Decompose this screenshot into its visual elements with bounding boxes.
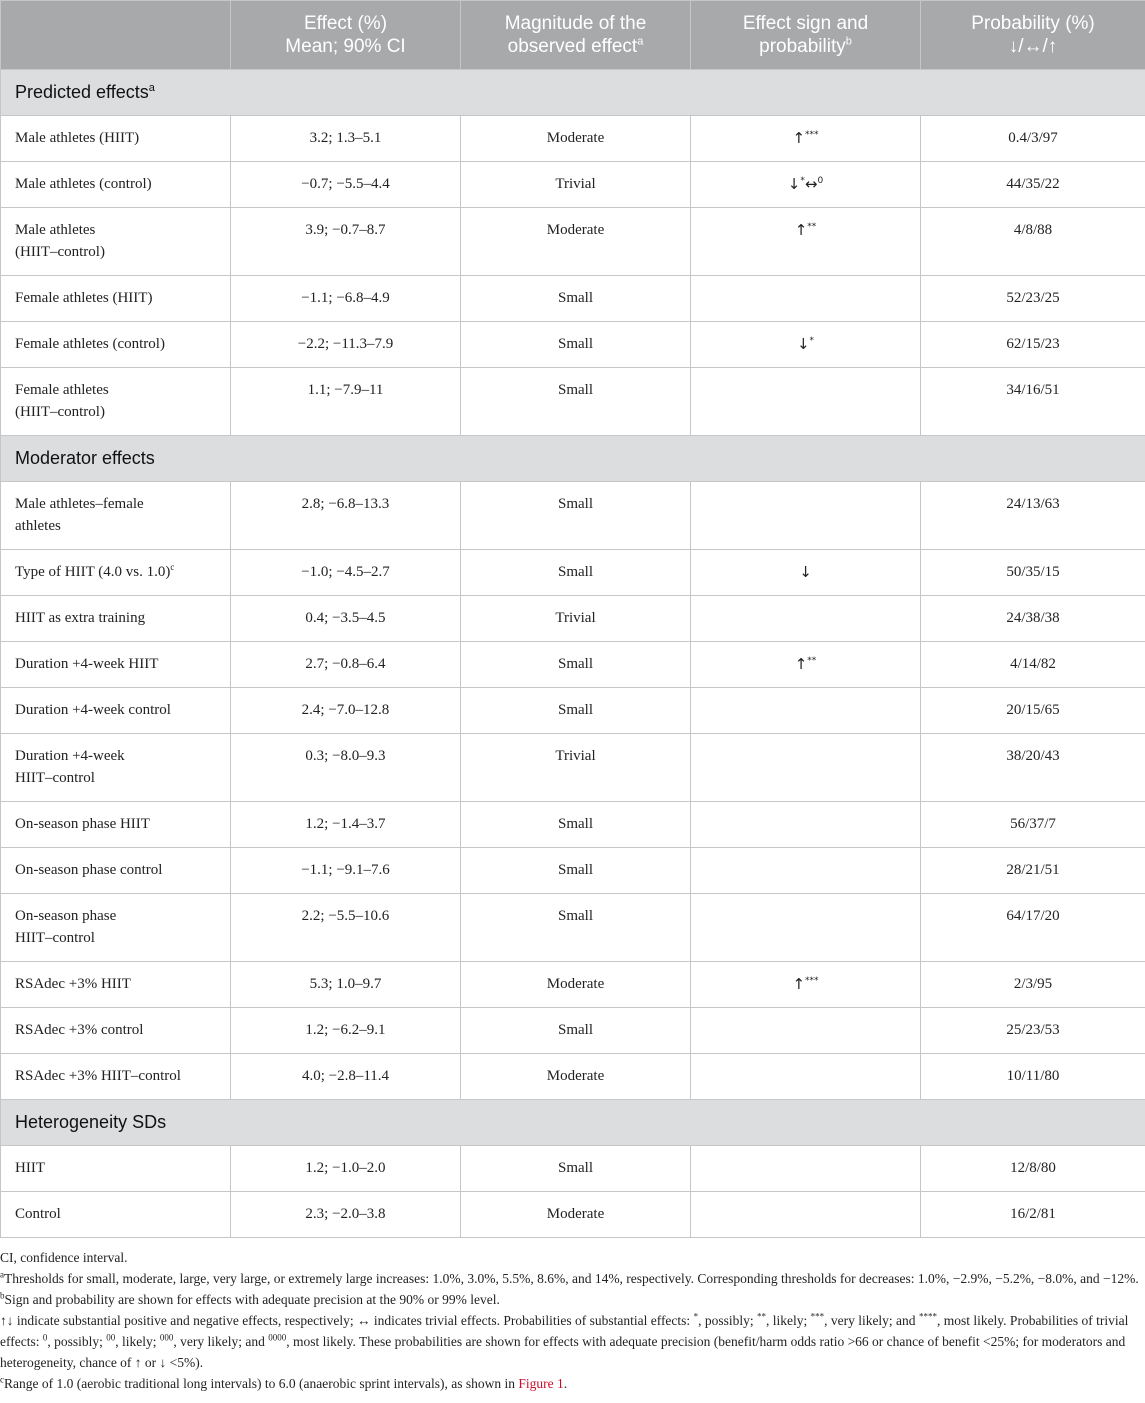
- row-label: RSAdec +3% control: [1, 1008, 231, 1054]
- table-row: [1, 642, 1145, 688]
- footnote-b-text: Sign and probability are shown for effects with adequate precision at the 90% or 99% level.: [4, 1292, 500, 1307]
- effect-value: −0.7; −5.5–4.4: [231, 162, 461, 208]
- probability-value: 24/38/38: [921, 596, 1145, 642]
- row-label: Male athletes (HIIT): [1, 116, 231, 162]
- effect-sign: [691, 482, 921, 550]
- effect-sign: [691, 276, 921, 322]
- table-row: [1, 1008, 1145, 1054]
- section-title: Moderator effects: [1, 436, 1145, 482]
- effect-sign: [691, 962, 921, 1008]
- magnitude-value: Small: [461, 1008, 691, 1054]
- table-row: [1, 322, 1145, 368]
- footnote-a-mark: a: [0, 1269, 4, 1280]
- effect-arrow-icon: ↑: [794, 221, 808, 239]
- table-row: [1, 368, 1145, 436]
- footnote-c-mark: c: [0, 1374, 4, 1385]
- probability-value: 4/14/82: [921, 642, 1145, 688]
- table-row: [1, 208, 1145, 276]
- effect-arrow-icon: ↓: [787, 175, 801, 193]
- row-label: On-season phase HIIT: [1, 802, 231, 848]
- table-row: [1, 962, 1145, 1008]
- table-row: [1, 802, 1145, 848]
- magnitude-value: Trivial: [461, 162, 691, 208]
- magnitude-value: Moderate: [461, 1192, 691, 1238]
- row-label: Female athletes (HIIT): [1, 276, 231, 322]
- effect-sign: [691, 642, 921, 688]
- header-effect: [231, 1, 461, 70]
- header-sign-footnote-mark: b: [845, 35, 852, 48]
- footnote-ci: CI, confidence interval.: [0, 1250, 128, 1265]
- header-probability-line1: Probability (%): [971, 13, 1095, 34]
- effect-value: −1.1; −9.1–7.6: [231, 848, 461, 894]
- table-footnotes: [0, 1238, 1145, 1394]
- label-footnote-mark: c: [170, 562, 175, 572]
- header-magnitude-line1: Magnitude of the: [504, 13, 647, 34]
- section-row: [1, 70, 1145, 116]
- table-row: [1, 276, 1145, 322]
- table-row: [1, 482, 1145, 550]
- row-label: HIIT: [1, 1146, 231, 1192]
- table-row: [1, 894, 1145, 962]
- table-row: [1, 1054, 1145, 1100]
- table-row: [1, 734, 1145, 802]
- footnote-c-text: Range of 1.0 (aerobic traditional long intervals) to 6.0 (anaerobic sprint intervals), as shown in: [4, 1376, 519, 1391]
- row-label: Female athletes (HIIT–control): [1, 368, 231, 436]
- effect-value: 2.4; −7.0–12.8: [231, 688, 461, 734]
- probability-value: 16/2/81: [921, 1192, 1145, 1238]
- effect-sign: [691, 1008, 921, 1054]
- probability-value: 56/37/7: [921, 802, 1145, 848]
- effect-sign: [691, 1146, 921, 1192]
- table-row: [1, 162, 1145, 208]
- effect-sign: [691, 894, 921, 962]
- effect-value: 1.2; −1.4–3.7: [231, 802, 461, 848]
- header-probability-line2: ↓/↔/↑: [1008, 36, 1058, 57]
- effect-value: −2.2; −11.3–7.9: [231, 322, 461, 368]
- footnote-b: [0, 1289, 1139, 1310]
- effect-arrow-icon: ↑: [792, 129, 806, 147]
- magnitude-value: Small: [461, 642, 691, 688]
- probability-value: 52/23/25: [921, 276, 1145, 322]
- effect-value: 2.3; −2.0–3.8: [231, 1192, 461, 1238]
- significance-mark: 0: [817, 176, 824, 186]
- effect-value: 2.8; −6.8–13.3: [231, 482, 461, 550]
- effect-sign: [691, 848, 921, 894]
- probability-value: 0.4/3/97: [921, 116, 1145, 162]
- figure-1-link[interactable]: Figure 1: [518, 1376, 564, 1391]
- significance-mark: ***: [805, 130, 819, 140]
- probability-value: 34/16/51: [921, 368, 1145, 436]
- effect-sign: [691, 688, 921, 734]
- magnitude-value: Small: [461, 550, 691, 596]
- effect-value: 2.2; −5.5–10.6: [231, 894, 461, 962]
- probability-value: 62/15/23: [921, 322, 1145, 368]
- effect-arrow-icon: ↑: [794, 655, 808, 673]
- magnitude-value: Small: [461, 1146, 691, 1192]
- header-probability: [921, 1, 1145, 70]
- trivial-arrow-icon: ↔: [804, 175, 818, 193]
- footnote-b-mark: b: [0, 1290, 5, 1301]
- header-empty-cell: [1, 1, 231, 70]
- probability-value: 4/8/88: [921, 208, 1145, 276]
- magnitude-value: Small: [461, 322, 691, 368]
- effect-sign: [691, 1192, 921, 1238]
- footnote-c: $^c$Range of 1.0 (aerobic traditional long intervals) to 6.0 (anaerobic sprint intervals), as shown in Figure 1.: [0, 1374, 568, 1391]
- significance-mark: ***: [805, 976, 819, 986]
- row-label: Type of HIIT (4.0 vs. 1.0)$^c$: [1, 550, 231, 596]
- effect-value: 2.7; −0.8–6.4: [231, 642, 461, 688]
- probability-value: 28/21/51: [921, 848, 1145, 894]
- magnitude-value: Small: [461, 848, 691, 894]
- row-label: HIIT as extra training: [1, 596, 231, 642]
- header-magnitude-line2: observed effect: [507, 36, 638, 57]
- probability-value: 38/20/43: [921, 734, 1145, 802]
- table-header-row: [1, 1, 1145, 70]
- section-title: Heterogeneity SDs: [1, 1100, 1145, 1146]
- row-label: Male athletes (control): [1, 162, 231, 208]
- table-row: [1, 116, 1145, 162]
- row-label: RSAdec +3% HIIT: [1, 962, 231, 1008]
- magnitude-value: Small: [461, 894, 691, 962]
- footnote-a-text: Thresholds for small, moderate, large, very large, or extremely large increases: 1.0%, 3.0%, 5.5%, 8.6%, and 14%, respectively. Corresponding thresholds for decreases: 1.0%, −2.9%, −5.2%, −8.0%, and −12%.: [4, 1271, 1139, 1286]
- magnitude-value: Small: [461, 276, 691, 322]
- effect-value: 4.0; −2.8–11.4: [231, 1054, 461, 1100]
- row-label: Control: [1, 1192, 231, 1238]
- effect-sign: [691, 802, 921, 848]
- probability-value: 20/15/65: [921, 688, 1145, 734]
- effect-arrow-icon: ↓: [796, 335, 810, 353]
- magnitude-value: Trivial: [461, 596, 691, 642]
- row-label: On-season phase HIIT–control: [1, 894, 231, 962]
- probability-value: 50/35/15: [921, 550, 1145, 596]
- effect-sign: [691, 550, 921, 596]
- effect-sign: [691, 116, 921, 162]
- effect-value: 0.4; −3.5–4.5: [231, 596, 461, 642]
- table-row: [1, 550, 1145, 596]
- effect-sign: [691, 322, 921, 368]
- header-effect-sign: [691, 1, 921, 70]
- effect-sign: [691, 162, 921, 208]
- header-magnitude-footnote-mark: a: [637, 35, 644, 48]
- magnitude-value: Small: [461, 368, 691, 436]
- magnitude-value: Small: [461, 482, 691, 550]
- probability-value: 44/35/22: [921, 162, 1145, 208]
- effect-value: −1.1; −6.8–4.9: [231, 276, 461, 322]
- footnote-arrows: ↑↓ indicate substantial positive and negative effects, respectively; ↔ indicates trivial effects. Probabilities of substantial effects: *, possibly; **, likely; ***, very likely; and ****, most likely. Probabilities of trivial effects: $^0$, possibly; $^{00}$, likely; $^{000}$, very likely; and $^{0000}$, most likely. These probabilities are shown for effects with adequate precision (benefit/harm odds ratio >66 or chance of benefit <25%; for moderators and heterogeneity, chance of ↑ or ↓ <5%).: [0, 1311, 1129, 1370]
- table-row: [1, 1192, 1145, 1238]
- footnote-a: [0, 1268, 1139, 1289]
- magnitude-value: Moderate: [461, 1054, 691, 1100]
- header-magnitude: [461, 1, 691, 70]
- magnitude-value: Small: [461, 802, 691, 848]
- magnitude-value: Moderate: [461, 208, 691, 276]
- magnitude-value: Moderate: [461, 116, 691, 162]
- row-label: Duration +4-week HIIT: [1, 642, 231, 688]
- effect-sign: [691, 368, 921, 436]
- significance-mark: *: [800, 176, 805, 186]
- section-title: Predicted effects$^a$: [1, 70, 1145, 116]
- probability-value: 24/13/63: [921, 482, 1145, 550]
- row-label: RSAdec +3% HIIT–control: [1, 1054, 231, 1100]
- row-label: Female athletes (control): [1, 322, 231, 368]
- table-body: [1, 70, 1145, 1238]
- row-label: Male athletes–female athletes: [1, 482, 231, 550]
- header-sign-line1: Effect sign and: [742, 13, 869, 34]
- effect-value: 5.3; 1.0–9.7: [231, 962, 461, 1008]
- probability-value: 25/23/53: [921, 1008, 1145, 1054]
- effect-value: 1.1; −7.9–11: [231, 368, 461, 436]
- section-row: [1, 1100, 1145, 1146]
- effect-value: −1.0; −4.5–2.7: [231, 550, 461, 596]
- probability-value: 10/11/80: [921, 1054, 1145, 1100]
- effect-value: 1.2; −6.2–9.1: [231, 1008, 461, 1054]
- probability-value: 2/3/95: [921, 962, 1145, 1008]
- magnitude-value: Moderate: [461, 962, 691, 1008]
- effect-arrow-icon: ↓: [799, 563, 812, 581]
- row-label: Duration +4-week control: [1, 688, 231, 734]
- effect-sign: [691, 1054, 921, 1100]
- effect-value: 0.3; −8.0–9.3: [231, 734, 461, 802]
- effect-sign: [691, 734, 921, 802]
- section-row: [1, 436, 1145, 482]
- row-label: Male athletes (HIIT–control): [1, 208, 231, 276]
- table-row: [1, 688, 1145, 734]
- effect-value: 3.2; 1.3–5.1: [231, 116, 461, 162]
- probability-value: 12/8/80: [921, 1146, 1145, 1192]
- magnitude-value: Small: [461, 688, 691, 734]
- header-sign-line2: probability: [759, 36, 846, 57]
- table-row: [1, 848, 1145, 894]
- effect-arrow-icon: ↑: [792, 975, 806, 993]
- effect-value: 1.2; −1.0–2.0: [231, 1146, 461, 1192]
- effect-value: 3.9; −0.7–8.7: [231, 208, 461, 276]
- significance-mark: *: [809, 336, 815, 346]
- probability-value: 64/17/20: [921, 894, 1145, 962]
- effect-sign: [691, 208, 921, 276]
- header-effect-line2: Mean; 90% CI: [285, 36, 406, 57]
- table-row: [1, 1146, 1145, 1192]
- section-footnote-mark: a: [148, 82, 155, 94]
- effect-sign: [691, 596, 921, 642]
- row-label: Duration +4-week HIIT–control: [1, 734, 231, 802]
- significance-mark: **: [807, 656, 817, 666]
- row-label: On-season phase control: [1, 848, 231, 894]
- magnitude-value: Trivial: [461, 734, 691, 802]
- significance-mark: **: [807, 222, 817, 232]
- header-effect-line1: Effect (%): [303, 13, 388, 34]
- table-row: [1, 596, 1145, 642]
